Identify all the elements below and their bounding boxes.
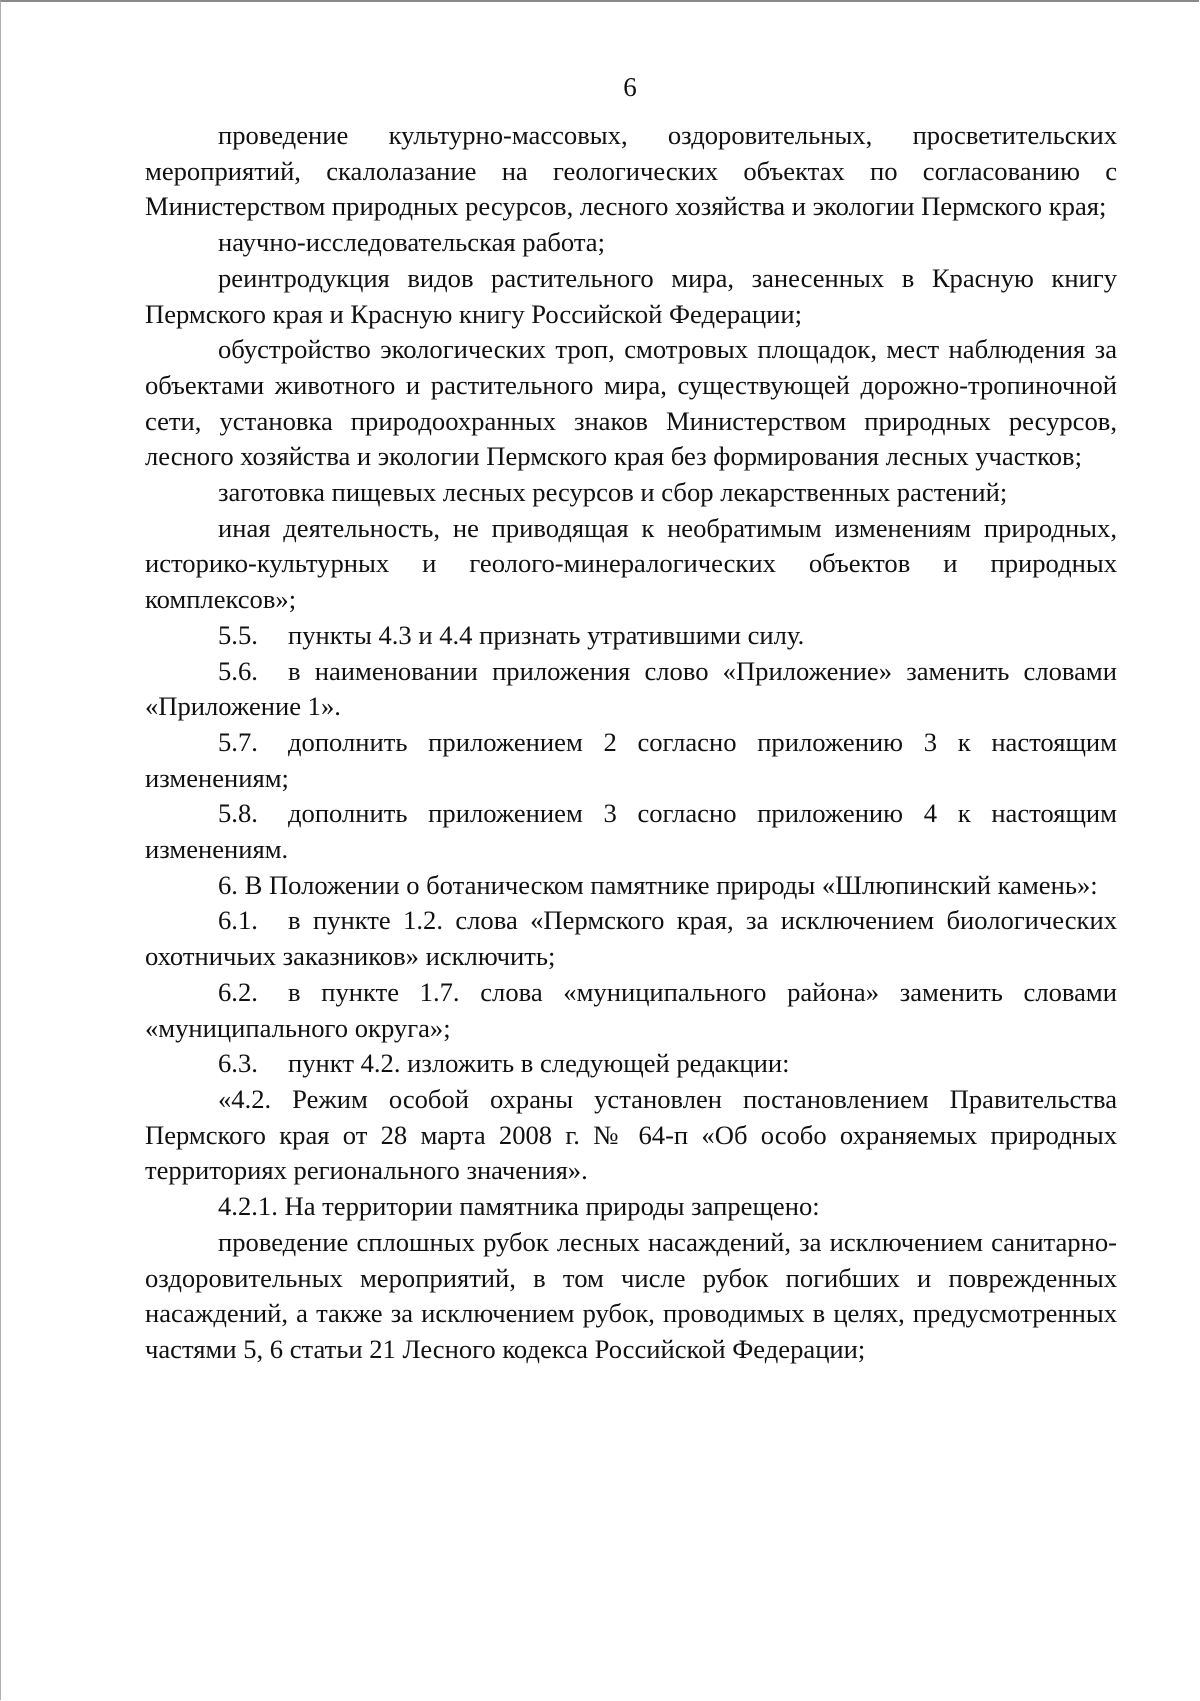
paragraph <box>145 261 1117 332</box>
paragraph-text: дополнить приложением 3 согласно приложению 4 к настоящим изменениям. <box>145 798 1117 865</box>
paragraph <box>145 1189 1117 1225</box>
paragraph-text: в пункте 1.2. слова «Пермского края, за исключением биологических охотничьих заказников» исключить; <box>145 905 1117 972</box>
numbered-paragraph <box>145 903 1117 974</box>
paragraph <box>145 511 1117 618</box>
paragraph <box>145 118 1117 225</box>
paragraph <box>145 225 1117 261</box>
paragraph-text: в пункте 1.7. слова «муниципального района» заменить словами «муниципального округа»; <box>145 976 1117 1043</box>
document-body <box>145 118 1117 1368</box>
numbered-paragraph <box>145 975 1117 1046</box>
paragraph-text: 6. В Положении о ботаническом памятнике природы «Шлюпинский камень»: <box>218 869 1098 900</box>
paragraph-text: пункты 4.3 и 4.4 признать утратившими силу. <box>288 619 805 650</box>
item-number: 6.3. <box>218 1048 258 1079</box>
page-number: 6 <box>623 72 637 102</box>
item-number: 5.7. <box>218 726 258 757</box>
paragraph-text: проведение культурно-массовых, оздоровительных, просветительских мероприятий, скалолазание на геологических объектах по согласованию с Министерством природных ресурсов, лесного хозяйства и экологии Пермского края; <box>145 120 1117 222</box>
paragraph-text: 4.2.1. На территории памятника природы запрещено: <box>218 1191 820 1222</box>
paragraph-text: дополнить приложением 2 согласно приложению 3 к настоящим изменениям; <box>145 726 1117 793</box>
paragraph <box>145 475 1117 511</box>
paragraph-text: иная деятельность, не приводящая к необратимым изменениям природных, историко-культурных и геолого-минералогических объектов и природных комплексов»; <box>145 512 1117 615</box>
paragraph <box>145 1082 1117 1189</box>
paragraph <box>145 868 1117 904</box>
numbered-paragraph <box>145 725 1117 796</box>
item-number: 5.6. <box>218 655 258 686</box>
item-number: 5.8. <box>218 798 258 829</box>
paragraph-text: обустройство экологических троп, смотровых площадок, мест наблюдения за объектами животного и растительного мира, существующей дорожно-тропиночной сети, установка природоохранных знаков Министерством природных ресурсов, лесного хозяйства и экологии Пермского края без формирования лесных участков; <box>145 334 1117 472</box>
item-number: 6.2. <box>218 976 258 1007</box>
paragraph <box>145 332 1117 475</box>
numbered-paragraph <box>145 618 1117 654</box>
paragraph <box>145 1225 1117 1368</box>
paragraph-text: пункт 4.2. изложить в следующей редакции: <box>288 1048 790 1079</box>
paragraph-text: проведение сплошных рубок лесных насаждений, за исключением санитарно-оздоровительных мероприятий, в том числе рубок погибших и поврежденных насаждений, а также за исключением рубок, проводимых в целях, предусмотренных частями 5, 6 статьи 21 Лесного кодекса Российской Федерации; <box>145 1226 1117 1364</box>
paragraph-text: реинтродукция видов растительного мира, занесенных в Красную книгу Пермского края и Красную книгу Российской Федерации; <box>145 262 1117 329</box>
numbered-paragraph <box>145 654 1117 725</box>
numbered-paragraph <box>145 1046 1117 1082</box>
paragraph-text: научно-исследовательская работа; <box>218 227 605 258</box>
item-number: 6.1. <box>218 905 258 936</box>
paragraph-text: «4.2. Режим особой охраны установлен постановлением Правительства Пермского края от 28 марта 2008 г. № 64-п «Об особо охраняемых природных территориях регионального значения». <box>145 1083 1117 1186</box>
paragraph-text: заготовка пищевых лесных ресурсов и сбор лекарственных растений; <box>218 477 1008 508</box>
item-number: 5.5. <box>218 619 258 650</box>
paragraph-text: в наименовании приложения слово «Приложение» заменить словами «Приложение 1». <box>145 655 1117 722</box>
numbered-paragraph <box>145 796 1117 867</box>
